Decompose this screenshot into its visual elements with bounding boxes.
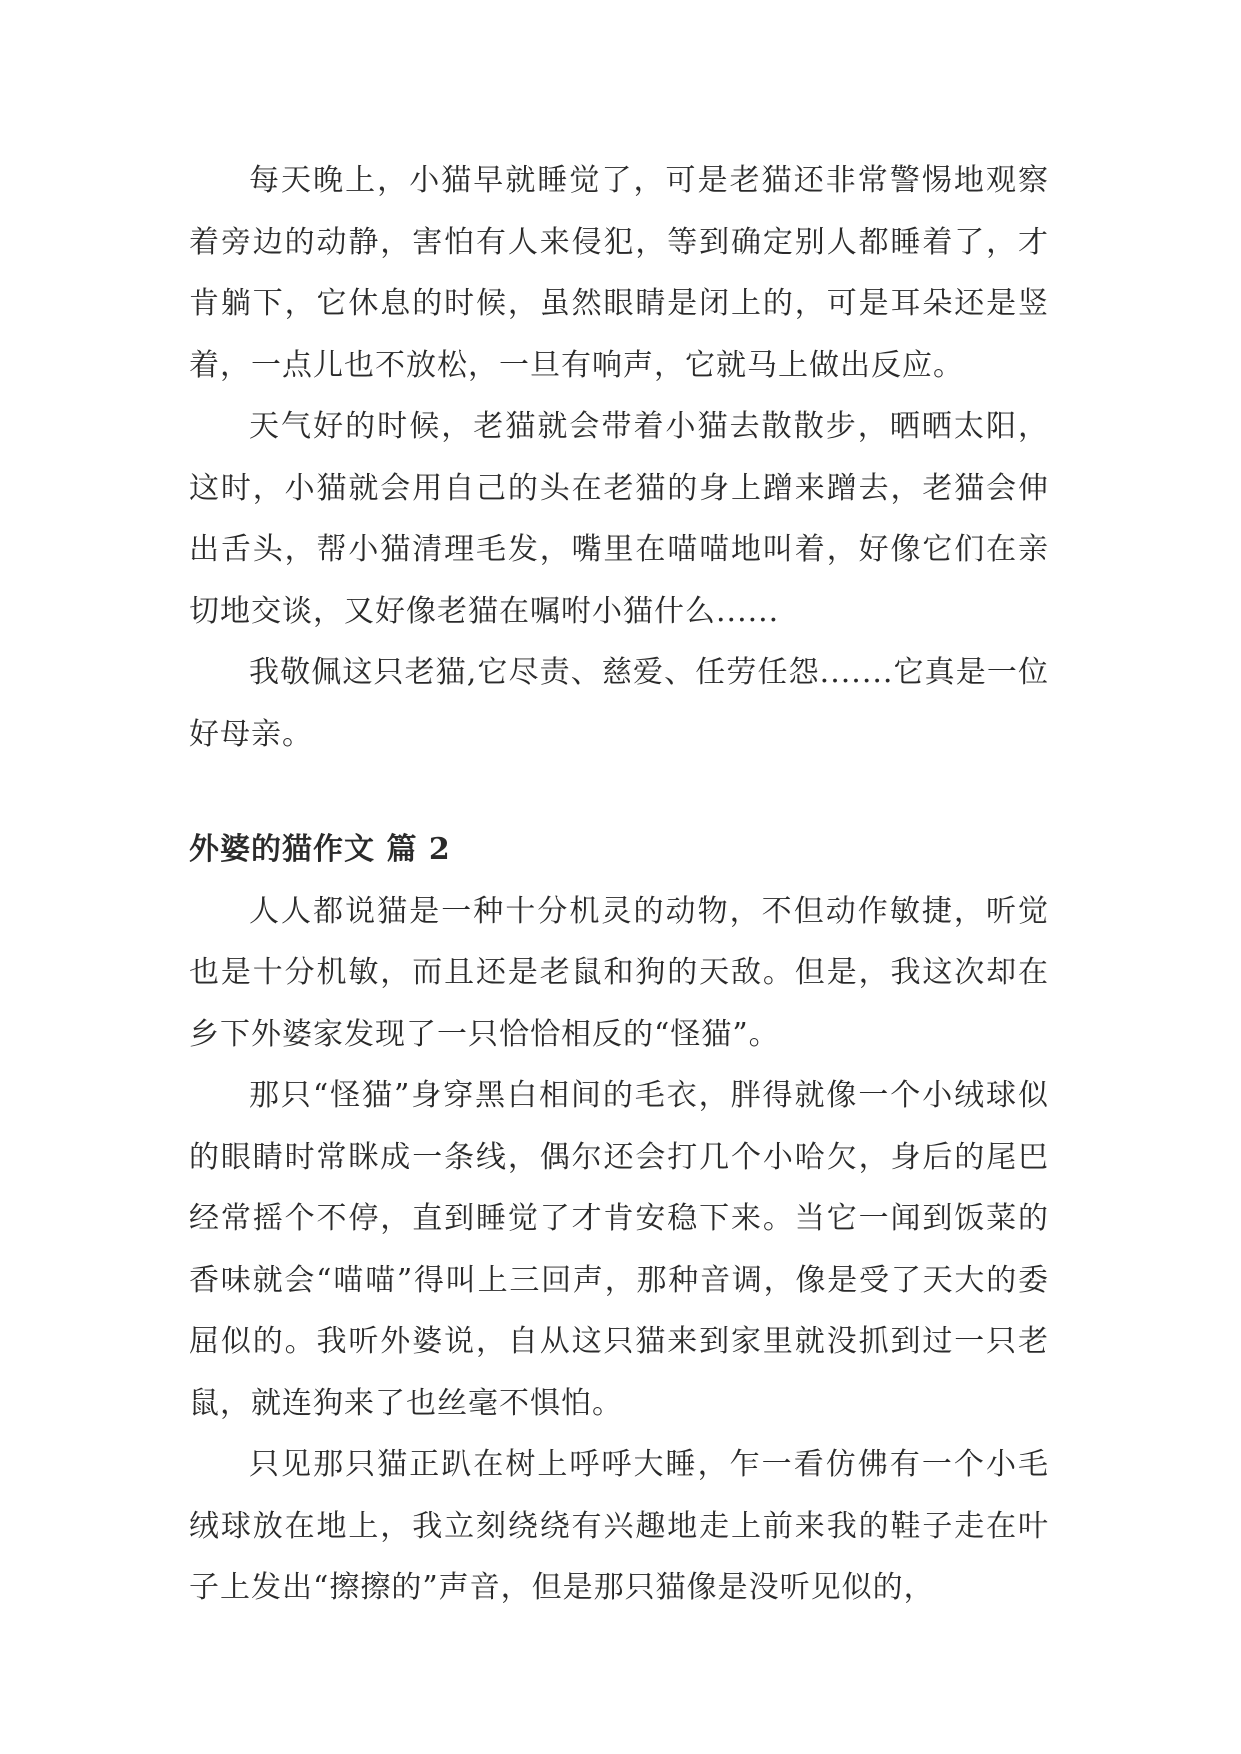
- document-page: [189, 150, 1049, 1619]
- paragraph: 人人都说猫是一种十分机灵的动物，不但动作敏捷，听觉也是十分机敏，而且还是老鼠和狗的天敌。但是，我这次却在乡下外婆家发现了一只恰恰相反的“怪猫”。: [189, 893, 1049, 1052]
- section-heading: 外婆的猫作文 篇 2: [189, 832, 451, 867]
- paragraph: 那只“怪猫”身穿黑白相间的毛衣，胖得就像一个小绒球似的眼睛时常眯成一条线，偶尔还会打几个小哈欠，身后的尾巴经常摇个不停，直到睡觉了才肯安稳下来。当它一闻到饭菜的香味就会“喵喵”得叫上三回声，那种音调，像是受了天大的委屈似的。我听外婆说，自从这只猫来到家里就没抓到过一只老鼠，就连狗来了也丝毫不惧怕。: [189, 1078, 1049, 1421]
- paragraph: 每天晚上，小猫早就睡觉了，可是老猫还非常警惕地观察着旁边的动静，害怕有人来侵犯，等到确定别人都睡着了，才肯躺下，它休息的时候，虽然眼睛是闭上的，可是耳朵还是竖着，一点儿也不放松，一旦有响声，它就马上做出反应。: [189, 163, 1049, 383]
- paragraph: 只见那只猫正趴在树上呼呼大睡，乍一看仿佛有一个小毛绒球放在地上，我立刻绕绕有兴趣地走上前来我的鞋子走在叶子上发出“擦擦的”声音，但是那只猫像是没听见似的，: [189, 1447, 1049, 1605]
- paragraph: 天气好的时候，老猫就会带着小猫去散散步，晒晒太阳，这时，小猫就会用自己的头在老猫的身上蹭来蹭去，老猫会伸出舌头，帮小猫清理毛发，嘴里在喵喵地叫着，好像它们在亲切地交谈，又好像老猫在嘱咐小猫什么......: [189, 409, 1049, 629]
- paragraph: 我敬佩这只老猫,它尽责、慈爱、任劳任怨.......它真是一位好母亲。: [189, 655, 1049, 752]
